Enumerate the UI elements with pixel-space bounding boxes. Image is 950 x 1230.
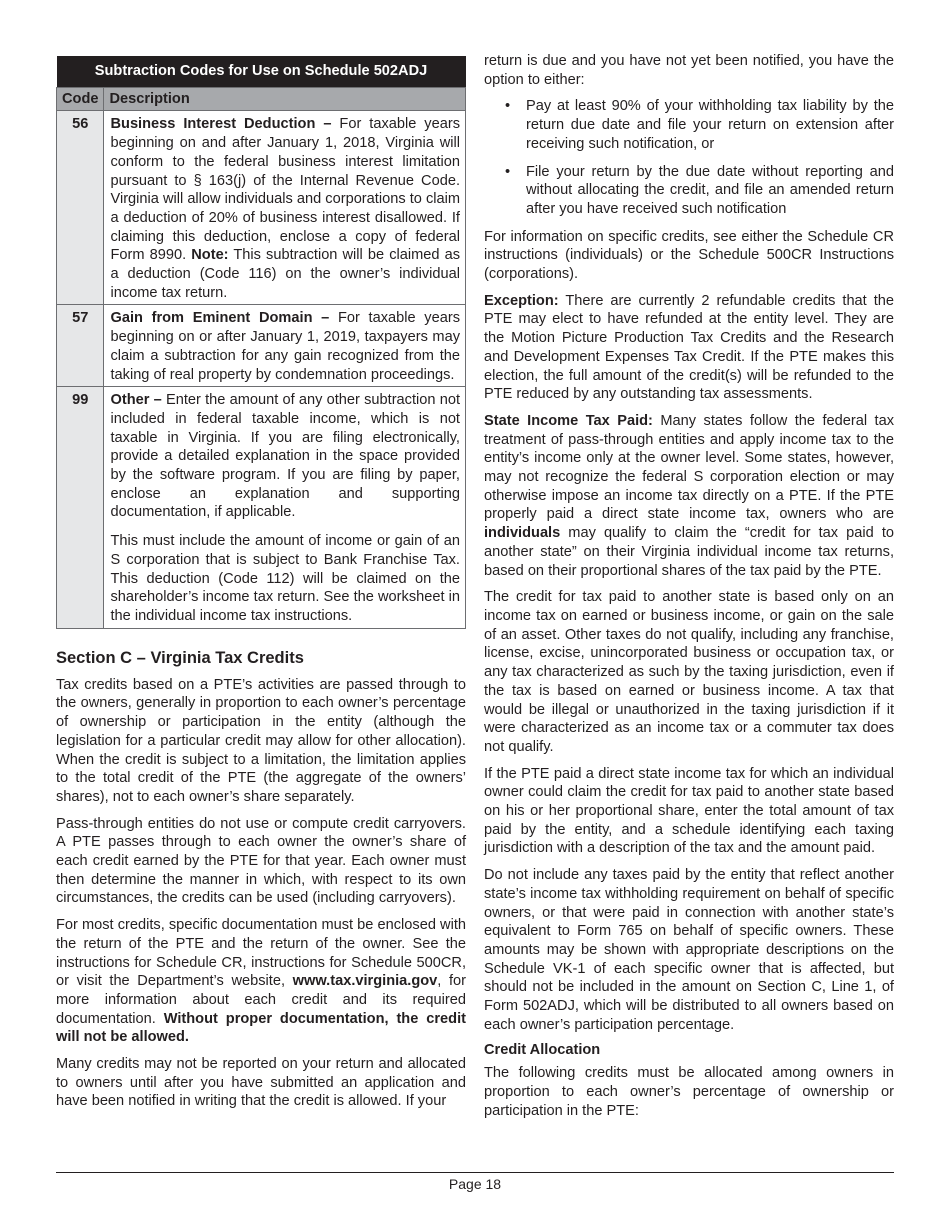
row-code: 56 [57, 111, 104, 305]
exception-label: Exception: [484, 292, 559, 309]
text: For most credits, specific documentation must be enclosed with the return of the PTE and the return of the owner. See the instructions for Schedule CR, instructions for Schedule 500CR, or visit the Department’s website, [56, 917, 466, 990]
text: may qualify to claim the “credit for tax paid to another state” on their Virginia individual income tax returns, based on their proportional shares of the tax paid by the PTE. [484, 525, 894, 579]
row-description [104, 305, 466, 387]
code-column-header: Code [57, 87, 104, 111]
right-column [484, 52, 894, 1129]
credit-allocation-heading: Credit Allocation [484, 1042, 601, 1059]
footer-divider [56, 1172, 894, 1173]
row-code: 57 [57, 305, 104, 387]
row-description [104, 387, 466, 628]
paragraph: If the PTE paid a direct state income tax for which an individual owner could claim the credit for tax paid to another state based on his or her proportional share, enter the total amount of tax paid by the entity, and a schedule identifying each taxing jurisdiction with a description of the tax and the amount paid. [484, 765, 894, 857]
text: There are currently 2 refundable credits that the PTE may elect to have refunded at the entity level. They are the Motion Picture Production Tax Credits and the Research and Development Expenses Tax Credit. If the PTE makes this election, the full amount of the credit(s) will be refunded to the PTE reduced by any outstanding tax assessments. [484, 292, 894, 403]
table-title: Subtraction Codes for Use on Schedule 502ADJ [57, 56, 466, 87]
text: Many states follow the federal tax treatment of pass-through entities and apply income tax to the entity’s income only at the owner level. Some states, however, may not recognize the federal S corporation election or may otherwise impose an income tax directly on a PTE. If the PTE properly paid a direct state income tax, owners who are [484, 412, 895, 523]
row-text: This must include the amount of income or gain of an S corporation that is subject to Bank Franchise Tax. This deduction (Code 112) will be claimed on the shareholder’s income tax return. See the worksheet in the individual income tax instructions. [110, 533, 460, 624]
option-list [484, 97, 894, 218]
section-c-heading: Section C – Virginia Tax Credits [56, 648, 304, 667]
row-text: This subtraction will be claimed as a deduction (Code 116) on the owner’s individual income tax return. [110, 247, 460, 301]
list-item: • File your return by the due date without reporting and without allocating the credit, and file an amended return after you have received such notification [526, 163, 894, 219]
bold-word: individuals [484, 525, 561, 542]
row-title: Gain from Eminent Domain – [110, 310, 330, 327]
state-tax-label: State Income Tax Paid: [484, 412, 653, 429]
paragraph: The credit for tax paid to another state is based only on an income tax on earned or business income, or gain on the sale of an asset. Other taxes do not qualify, including any franchise, license, excise, unincorporated business or occupation tax, or any tax characterized as such by the taxing jurisdiction, even if the tax is based on earned or business income. A tax that would be illegal or unauthorized in the taxing jurisdiction if it were characterized as an income tax or a commuter tax does not qualify. [484, 589, 894, 755]
row-title: Other – [110, 392, 162, 409]
table-row [57, 305, 466, 387]
note-label: Note: [191, 247, 229, 264]
website-link[interactable]: www.tax.virginia.gov [292, 973, 438, 990]
paragraph: For information on specific credits, see either the Schedule CR instructions (individuals) or the Schedule 500CR Instructions (corporations). [484, 228, 894, 283]
subtraction-codes-table [56, 56, 466, 629]
text: , for more information about each credit and its required documentation. [56, 973, 467, 1027]
row-title: Business Interest Deduction – [110, 116, 332, 133]
paragraph [484, 292, 894, 404]
paragraph: Do not include any taxes paid by the entity that reflect another state’s income tax withholding requirement on behalf of specific owners, or that were paid in connection with another state’s equivalent to Form 765 on behalf of specific owners. These amounts may be shown with appropriate descriptions on the Schedule VK-1 of each specific owner that is affected, but should not be included in the amount on Section C, Line 1, of Form 502ADJ, which will be distributed to all owners based on each owner’s participation percentage. [484, 867, 894, 1033]
row-description [104, 111, 466, 305]
paragraph: The following credits must be allocated among owners in proportion to each owner’s percentage of ownership or participation in the PTE: [484, 1065, 894, 1119]
row-code: 99 [57, 387, 104, 628]
row-text: For taxable years beginning on or after January 1, 2019, taxpayers may claim a subtraction for any gain recognized from the taking of real property by condemnation proceedings. [110, 310, 460, 383]
paragraph: Many credits may not be reported on your return and allocated to owners until after you have submitted an application and have been notified in writing that the credit is allowed. If your [56, 1056, 466, 1110]
row-text: For taxable years beginning on and after January 1, 2018, Virginia will conform to the federal business interest limitation pursuant to § 163(j) of the Internal Revenue Code. Virginia will allow individuals and corporations to claim a deduction of 20% of business interest disallowed. If claiming this deduction, enclose a copy of federal Form 8990. [110, 116, 460, 264]
table-row [57, 111, 466, 305]
list-item: • Pay at least 90% of your withholding tax liability by the return due date and file your return on extension after receiving such notification, or [526, 97, 894, 153]
page-number: Page 18 [448, 1176, 502, 1192]
row-text: Enter the amount of any other subtraction not included in federal taxable income, which is not taxable in Virginia. If you are filing electronically, provide a detailed explanation in the space provided by the software program. If you are filing by paper, enclose an explanation and supporting documentation, if applicable. [110, 392, 461, 521]
table-row [57, 387, 466, 628]
left-column [56, 56, 466, 1119]
paragraph [484, 412, 894, 580]
paragraph: Tax credits based on a PTE’s activities are passed through to the owners, generally in proportion to each owner’s percentage of ownership or participation in the entity (although the legislation for a particular credit may allow for other allocation). When the credit is subject to a limitation, the limitation applies to the total credit of the PTE (the aggregate of the owners’ shares), not to each owner’s share separately. [56, 676, 466, 805]
description-column-header: Description [104, 87, 466, 111]
paragraph [56, 916, 466, 1047]
paragraph: return is due and you have not yet been notified, you have the option to either: [484, 53, 894, 88]
bold-warning: Without proper documentation, the credit will not be allowed. [56, 1010, 466, 1046]
paragraph: Pass-through entities do not use or compute credit carryovers. A PTE passes through to each owner the owner’s share of each credit earned by the PTE for that year. Each owner must then determine the manner in which, with respect to its own circumstances, the credits can be used (including carryovers). [56, 815, 466, 907]
